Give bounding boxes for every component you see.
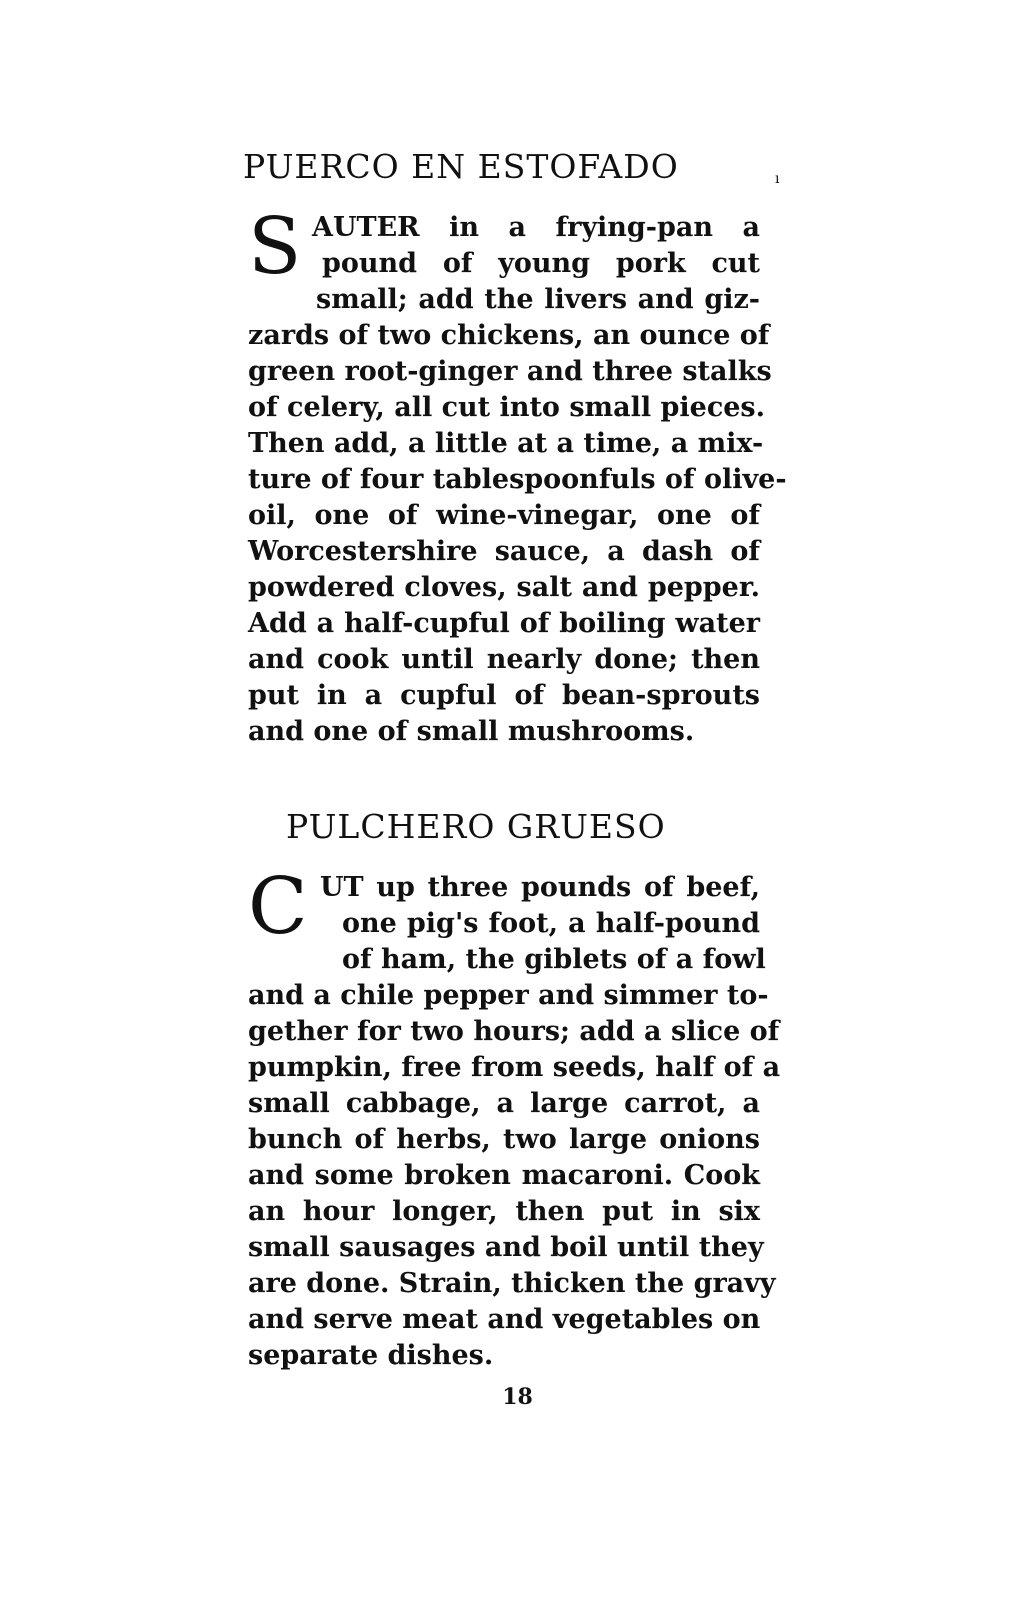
- text-line: Then add, a little at a time, a mix-: [248, 428, 764, 459]
- text-line: and a chile pepper and simmer to-: [248, 980, 769, 1011]
- recipe-body-pulchero: [248, 862, 781, 1380]
- drop-cap-s: S: [248, 202, 302, 292]
- text-line: ture of four tablespoonfuls of olive-: [248, 464, 787, 495]
- text-line: UT up three pounds of beef,: [320, 872, 760, 903]
- text-line: and cook until nearly done; then: [248, 644, 760, 675]
- text-line: AUTER in a frying-pan a: [312, 212, 760, 243]
- text-line: Worcestershire sauce, a dash of: [248, 536, 760, 567]
- text-line: put in a cupful of bean-sprouts: [248, 680, 760, 711]
- text-line: small cabbage, a large carrot, a: [248, 1088, 760, 1119]
- text-line: Add a half-cupful of boiling water: [248, 608, 760, 639]
- text-line: oil, one of wine-vinegar, one of: [248, 500, 760, 531]
- page-number: 18: [502, 1384, 533, 1410]
- text-line: an hour longer, then put in six: [248, 1196, 760, 1227]
- text-line: small sausages and boil until they: [248, 1232, 764, 1263]
- stray-print-mark: ı: [775, 171, 780, 187]
- text-line: separate dishes.: [248, 1340, 494, 1371]
- text-line: green root-ginger and three stalks: [248, 356, 772, 387]
- text-line: pound of young pork cut: [322, 248, 760, 279]
- text-line: pumpkin, free from seeds, half of a: [248, 1052, 781, 1083]
- text-line: zards of two chickens, an ounce of: [248, 320, 770, 351]
- drop-cap-c: C: [248, 862, 308, 952]
- text-line: are done. Strain, thicken the gravy: [248, 1268, 776, 1299]
- text-line: bunch of herbs, two large onions: [248, 1124, 760, 1155]
- text-line: and serve meat and vegetables on: [248, 1304, 761, 1335]
- text-line: one pig's foot, a half-pound: [342, 908, 760, 939]
- text-line: and one of small mushrooms.: [248, 716, 695, 747]
- text-line: gether for two hours; add a slice of: [248, 1016, 780, 1047]
- recipe-title-puerco: PUERCO EN ESTOFADO: [243, 147, 679, 186]
- recipe-body-puerco: [248, 202, 787, 750]
- text-line: small; add the livers and giz-: [316, 284, 760, 315]
- text-line: and some broken macaroni. Cook: [248, 1160, 760, 1191]
- recipe-title-pulchero: PULCHERO GRUESO: [286, 807, 666, 846]
- text-line: of celery, all cut into small pieces.: [248, 392, 766, 423]
- text-line: powdered cloves, salt and pepper.: [248, 572, 760, 603]
- text-line: of ham, the giblets of a fowl: [342, 944, 766, 975]
